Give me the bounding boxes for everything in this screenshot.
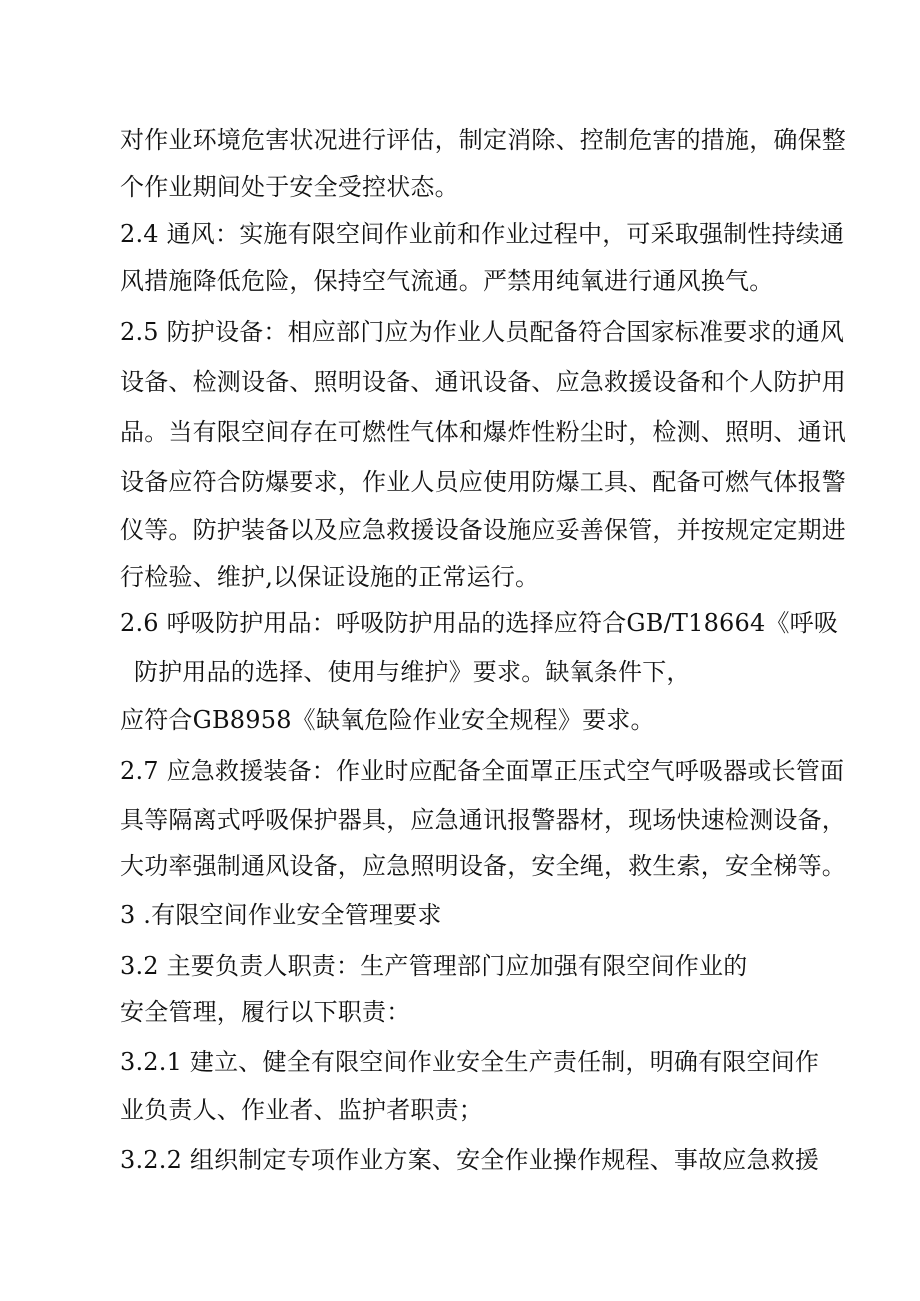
paragraph-line: 2.7 应急救援装备：作业时应配备全面罩正压式空气呼吸器或长管面 bbox=[120, 757, 845, 785]
paragraph-line: 2.6 呼吸防护用品：呼吸防护用品的选择应符合GB/T18664《呼吸 bbox=[120, 609, 839, 637]
paragraph-line: 具等隔离式呼吸保护器具，应急通讯报警器材，现场快速检测设备， bbox=[120, 806, 846, 834]
paragraph-line: 个作业期间处于安全受控状态。 bbox=[120, 173, 459, 201]
paragraph-line: 设备应符合防爆要求，作业人员应使用防爆工具、配备可燃气体报警 bbox=[120, 468, 846, 496]
section-heading: 3 .有限空间作业安全管理要求 bbox=[120, 901, 442, 929]
paragraph-line: 品。当有限空间存在可燃性气体和爆炸性粉尘时，检测、照明、通讯 bbox=[120, 418, 846, 446]
paragraph-line: 业负责人、作业者、监护者职责； bbox=[120, 1096, 483, 1124]
paragraph-line: 应符合GB8958《缺氧危险作业安全规程》要求。 bbox=[120, 706, 655, 734]
paragraph-line: 大功率强制通风设备，应急照明设备，安全绳，救生索，安全梯等。 bbox=[120, 852, 846, 880]
paragraph-line: 防护用品的选择、使用与维护》要求。缺氧条件下， bbox=[134, 658, 691, 686]
paragraph-line: 风措施降低危险，保持空气流通。严禁用纯氧进行通风换气。 bbox=[120, 267, 774, 295]
paragraph-line: 2.5 防护设备：相应部门应为作业人员配备符合国家标准要求的通风 bbox=[120, 318, 845, 346]
paragraph-line: 对作业环境危害状况进行评估，制定消除、控制危害的措施，确保整 bbox=[120, 126, 846, 154]
paragraph-line: 行检验、维护,以保证设施的正常运行。 bbox=[120, 563, 540, 591]
paragraph-line: 仪等。防护装备以及应急救援设备设施应妥善保管，并按规定定期进 bbox=[120, 516, 846, 544]
paragraph-line: 3.2.1 建立、健全有限空间作业安全生产责任制，明确有限空间作 bbox=[120, 1048, 820, 1076]
paragraph-line: 安全管理，履行以下职责： bbox=[120, 998, 411, 1026]
paragraph-line: 设备、检测设备、照明设备、通讯设备、应急救援设备和个人防护用 bbox=[120, 368, 846, 396]
paragraph-line: 3.2.2 组织制定专项作业方案、安全作业操作规程、事故应急救援 bbox=[120, 1146, 820, 1174]
paragraph-line: 2.4 通风：实施有限空间作业前和作业过程中，可采取强制性持续通 bbox=[120, 220, 845, 248]
paragraph-line: 3.2 主要负责人职责：生产管理部门应加强有限空间作业的 bbox=[120, 952, 748, 980]
